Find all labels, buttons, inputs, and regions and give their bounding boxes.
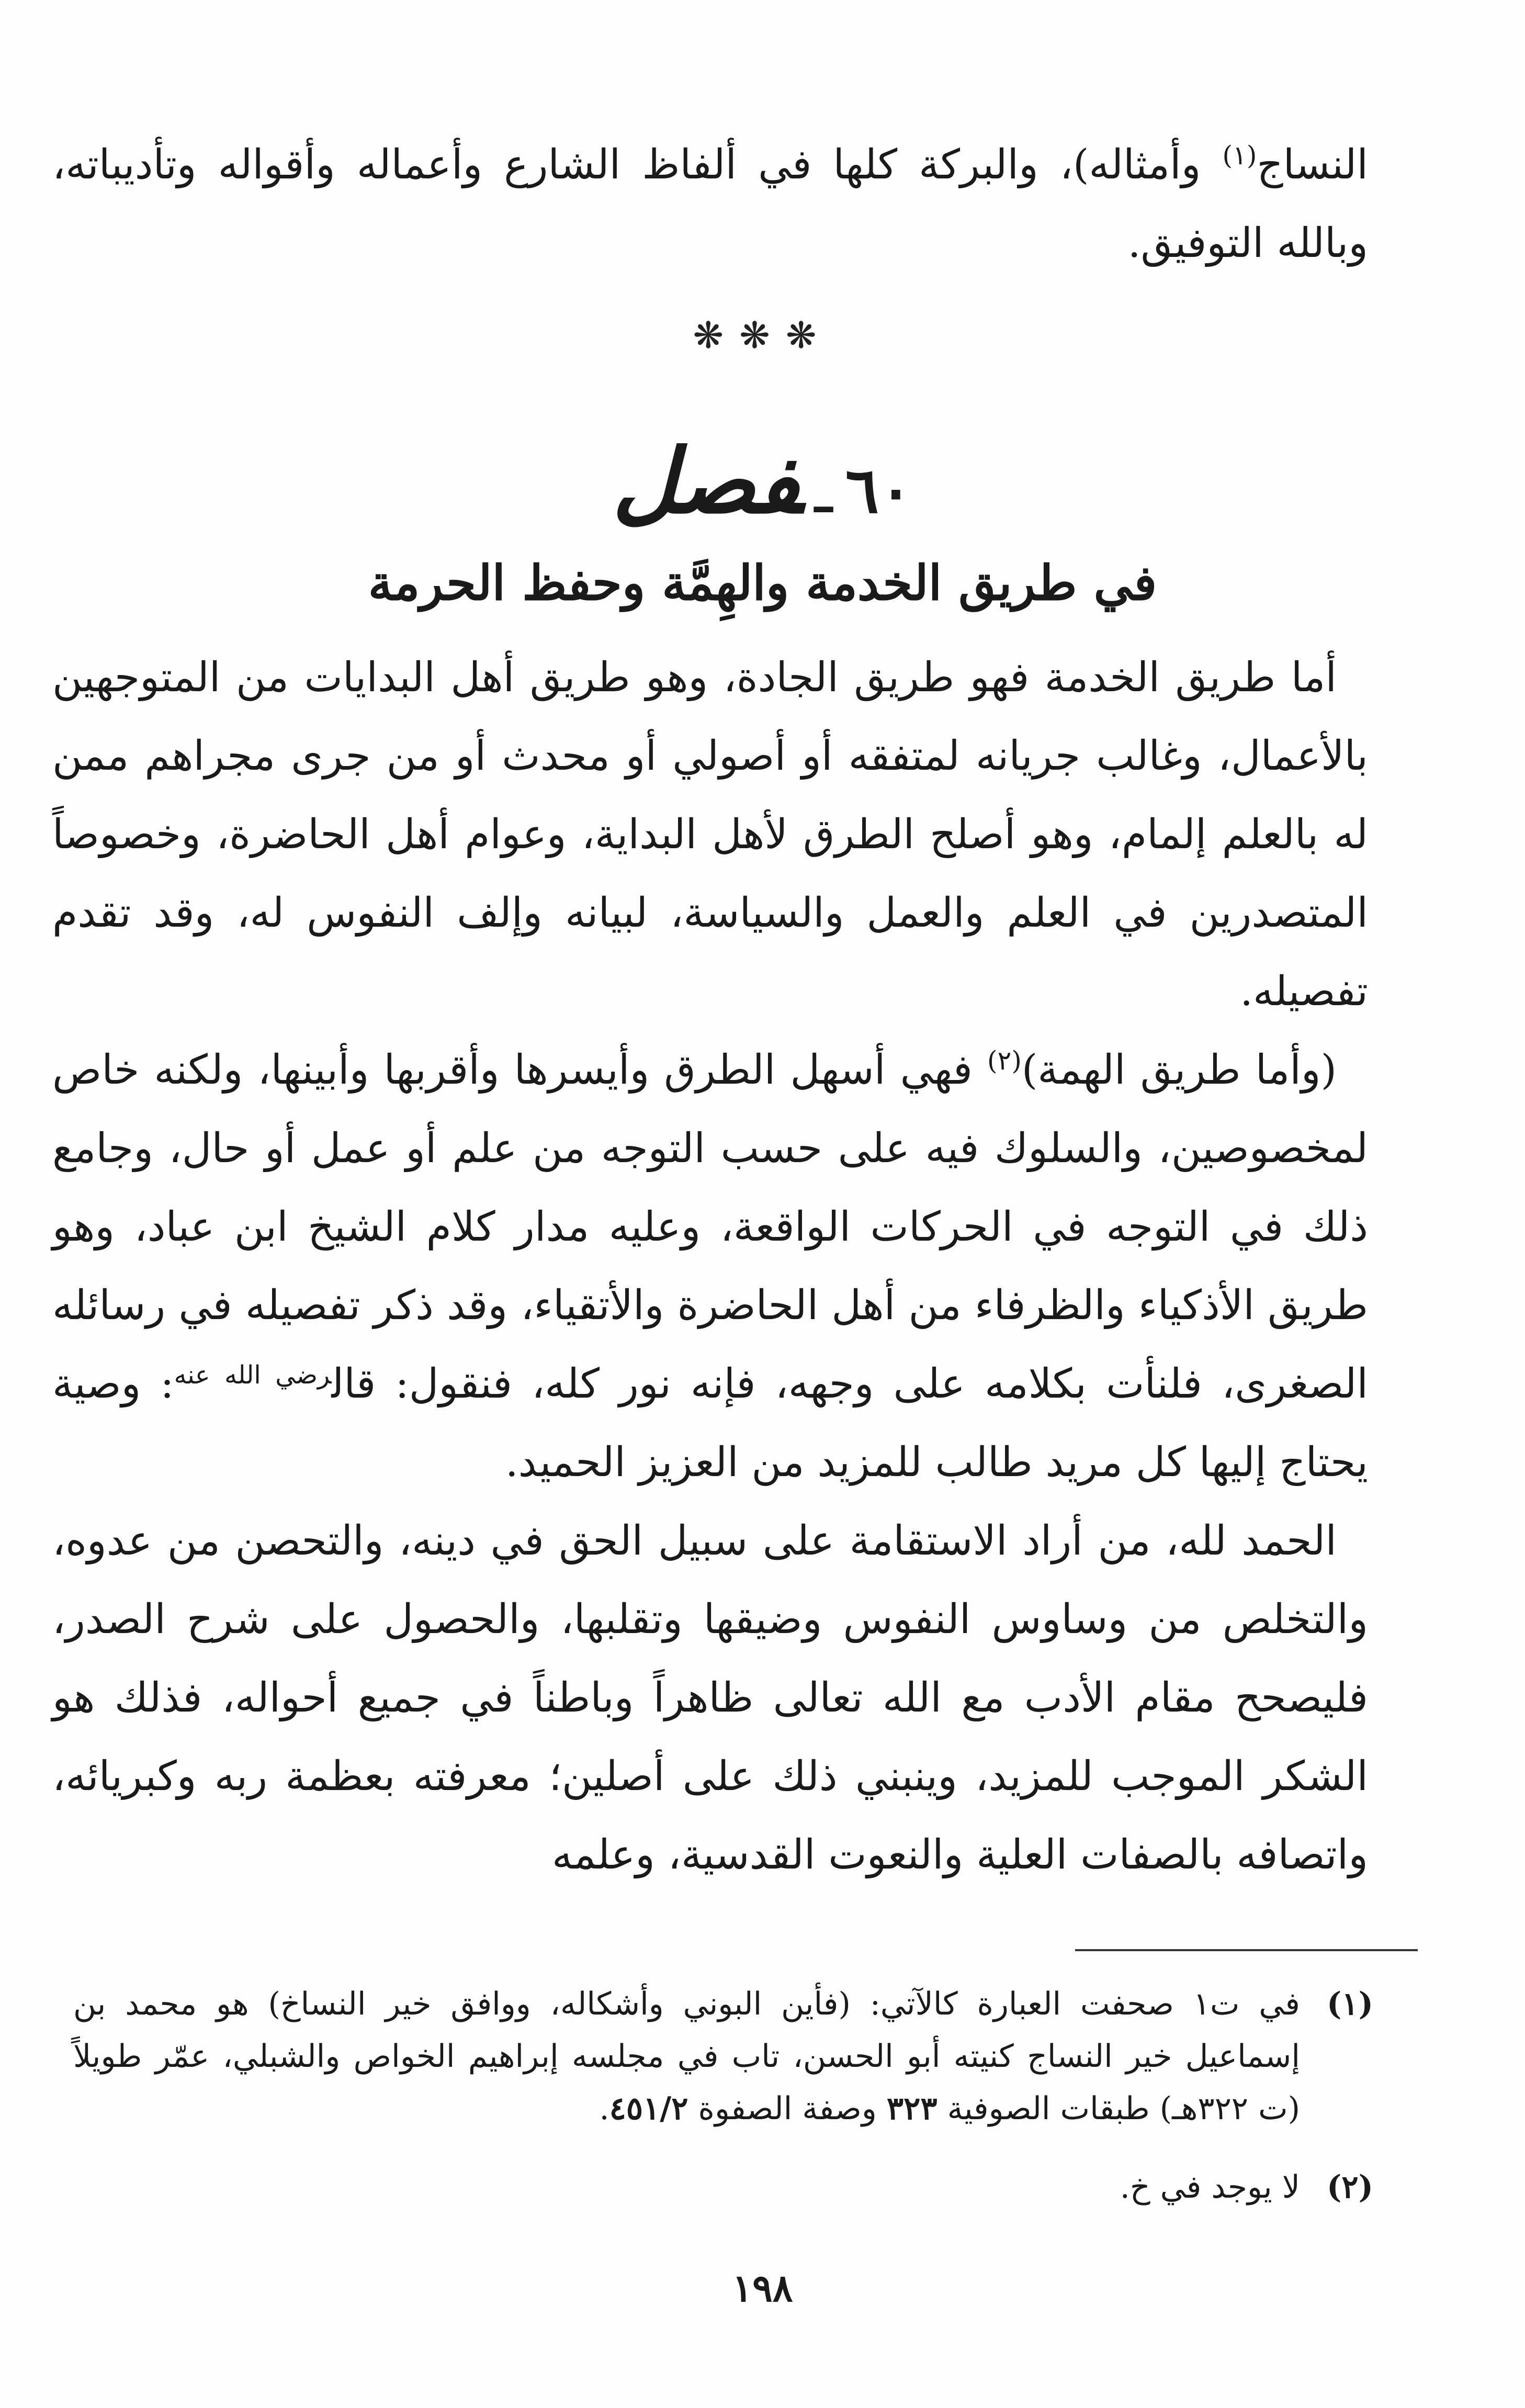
paragraph-1: أما طريق الخدمة فهو طريق الجادة، وهو طريق أهل البدايات من المتوجهين بالأعمال، وغالب جريانه لمتفقه أو أصولي أو محدث أو من جرى مجراهم ممن له بالعلم إلمام، وهو أصلح الطرق لأهل البداية، وعوام أهل الحاضرة، وخصوصاً المتصدرين في العلم والعمل والسياسة، لبيانه وإلف النفوس له، وقد تقدم تفصيله. xyxy=(52,654,1368,1015)
main-body xyxy=(52,638,1368,1894)
chapter-number: ٦٠ xyxy=(845,454,913,527)
footnote-1 xyxy=(73,1978,1373,2135)
intro-text-end: وأمثاله)، والبركة كلها في ألفاظ الشارع وأعماله وأقواله وتأديباته، وبالله التوفيق. xyxy=(52,141,1368,267)
honorific-icon: رضي الله عنه xyxy=(174,1360,332,1390)
footnote-1-text-b: وصفة الصفوة xyxy=(688,2090,887,2127)
footnote-2-text: لا يوجد في خ. xyxy=(1120,2169,1300,2206)
intro-paragraph xyxy=(52,126,1368,283)
footnote-1-ref-a: ٣٢٣ xyxy=(886,2090,937,2127)
footnote-2 xyxy=(73,2161,1373,2213)
footnote-1-text-a: في ت١ صحفت العبارة كالآتي: (فأين البوني وأشكاله، ووافق خير النساخ) هو محمد بن إسماعيل خير النساج كنيته أبو الحسن، تاب في مجلسه إبراهيم الخواص والشبلي، عمّر طويلاً (ت ٣٢٢هـ) طبقات الصوفية xyxy=(73,1986,1300,2127)
footnote-ref-1[interactable]: (١) xyxy=(1222,140,1257,171)
paragraph-2-said: قال xyxy=(331,1360,376,1408)
footnotes xyxy=(73,1978,1373,2240)
chapter-dash: ـ xyxy=(814,455,833,527)
footnote-1-text-c: . xyxy=(599,2090,609,2127)
chapter-word: فصل xyxy=(612,429,802,534)
page-number: ١٩٨ xyxy=(732,2266,793,2310)
footnote-1-ref-b: ٤٥١/٢ xyxy=(609,2090,688,2127)
intro-text-start: النساج xyxy=(1257,141,1368,188)
chapter-heading xyxy=(0,429,1525,534)
footnote-2-number: (٢) xyxy=(1326,2169,1373,2206)
footnote-1-number: (١) xyxy=(1326,1986,1373,2022)
footnote-1-body xyxy=(73,1978,1300,2135)
paragraph-2-quote: : وصية يحتاج إليها كل مريد طالب للمزيد من العزيز الحميد. xyxy=(52,1360,1368,1486)
paragraph-2 xyxy=(52,1031,1368,1502)
paragraph-3: الحمد لله، من أراد الاستقامة على سبيل الحق في دينه، والتحصن من عدوه، والتخلص من وساوس النفوس وضيقها وتقلبها، والحصول على شرح الصدر، فليصحح مقام الأدب مع الله تعالى ظاهراً وباطناً في جميع أحواله، فذلك هو الشكر الموجب للمزيد، وينبني ذلك على أصلين؛ معرفته بعظمة ربه وكبريائه، واتصافه بالصفات العلية والنعوت القدسية، وعلمه xyxy=(52,1517,1368,1878)
paragraph-2-text: فهي أسهل الطرق وأيسرها وأقربها وأبينها، ولكنه خاص لمخصوصين، والسلوك فيه على حسب التوجه من علم أو عمل أو حال، وجامع ذلك في التوجه في الحركات الواقعة، وعليه مدار كلام الشيخ ابن عباد، وهو طريق الأذكياء والظرفاء من أهل الحاضرة والأتقياء، وقد ذكر تفصيله في رسائله الصغرى، فلنأت بكلامه على وجهه، فإنه نور كله، فنقول: xyxy=(52,1047,1369,1408)
section-divider-icon: ❋❋❋ xyxy=(693,314,832,357)
footnote-ref-2[interactable]: (٢) xyxy=(987,1045,1022,1076)
paragraph-2-lead: (وأما طريق الهمة) xyxy=(1021,1047,1337,1094)
chapter-subtitle: في طريق الخدمة والهِمَّة وحفظ الحرمة xyxy=(368,555,1157,611)
footnote-separator xyxy=(1075,1949,1418,1951)
